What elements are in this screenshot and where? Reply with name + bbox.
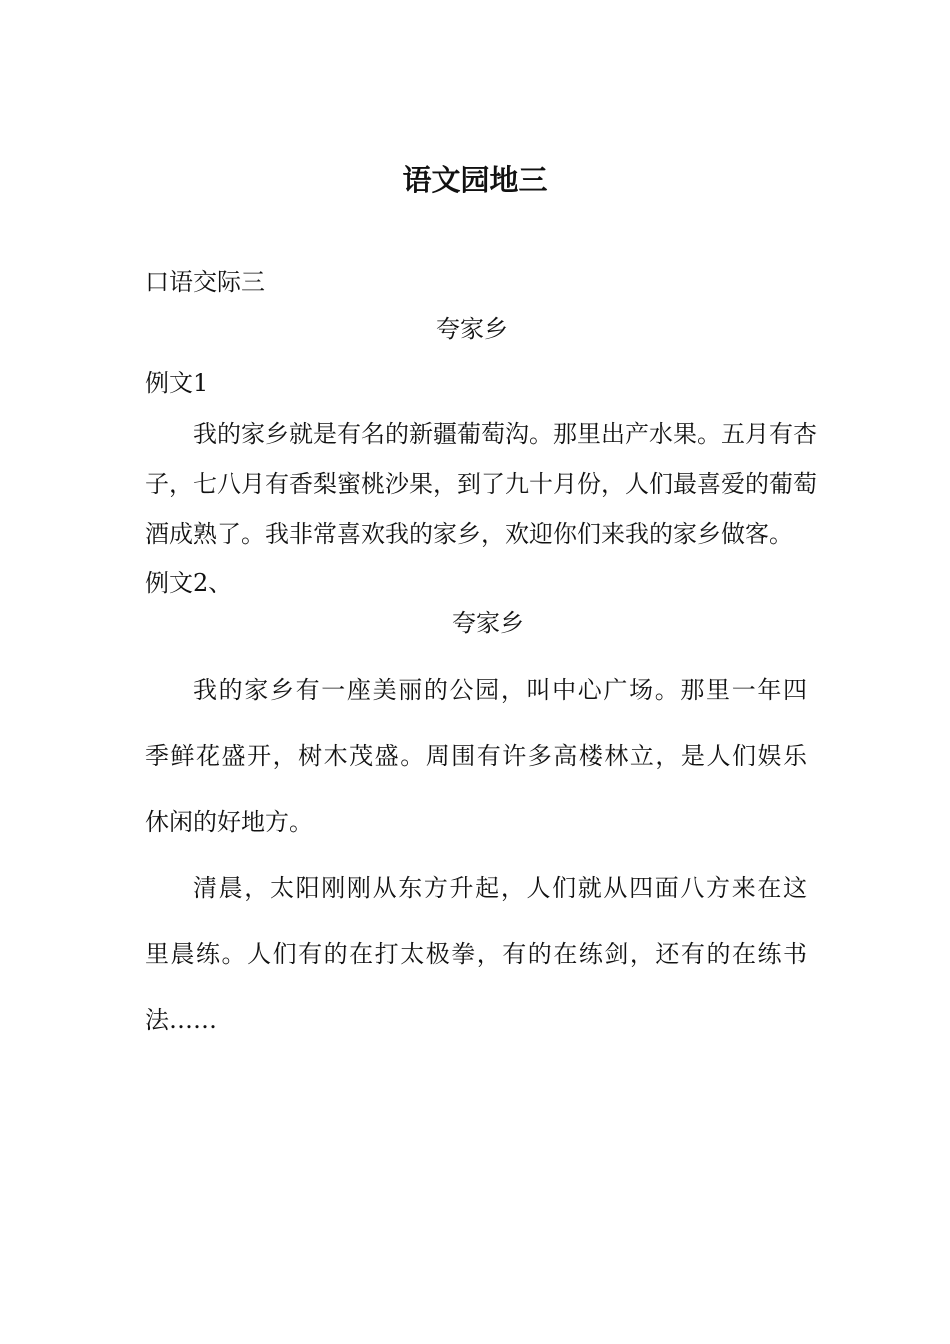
example2-p1-line-1: 我的家乡有一座美丽的公园，叫中心广场。那里一年四 bbox=[193, 676, 807, 704]
example1-subtitle bbox=[0, 314, 950, 344]
example1-subtitle-text: 夸家乡 bbox=[436, 315, 508, 343]
example2-p1-line-2: 季鲜花盛开，树木茂盛。周围有许多高楼林立，是人们娱乐 bbox=[145, 742, 807, 770]
example1-label: 例文1 bbox=[145, 369, 209, 397]
example1-line-2: 子，七八月有香梨蜜桃沙果，到了九十月份，人们最喜爱的葡萄 bbox=[145, 470, 817, 498]
example1-line-3: 酒成熟了。我非常喜欢我的家乡，欢迎你们来我的家乡做客。 bbox=[145, 520, 793, 548]
example2-p2-line-2: 里晨练。人们有的在打太极拳，有的在练剑，还有的在练书 bbox=[145, 940, 807, 968]
example2-subtitle: 夸家乡 bbox=[452, 609, 524, 637]
section-heading: 口语交际三 bbox=[145, 268, 265, 296]
example1-line-1: 我的家乡就是有名的新疆葡萄沟。那里出产水果。五月有杏 bbox=[193, 420, 817, 448]
example2-p1-line-3: 休闲的好地方。 bbox=[145, 808, 313, 836]
example2-label: 例文2、 bbox=[145, 569, 233, 597]
example2-p2-line-1: 清晨，太阳刚刚从东方升起，人们就从四面八方来在这 bbox=[193, 874, 807, 902]
example2-p2-line-3: 法…… bbox=[145, 1006, 217, 1034]
page-title: 语文园地三 bbox=[402, 163, 548, 197]
